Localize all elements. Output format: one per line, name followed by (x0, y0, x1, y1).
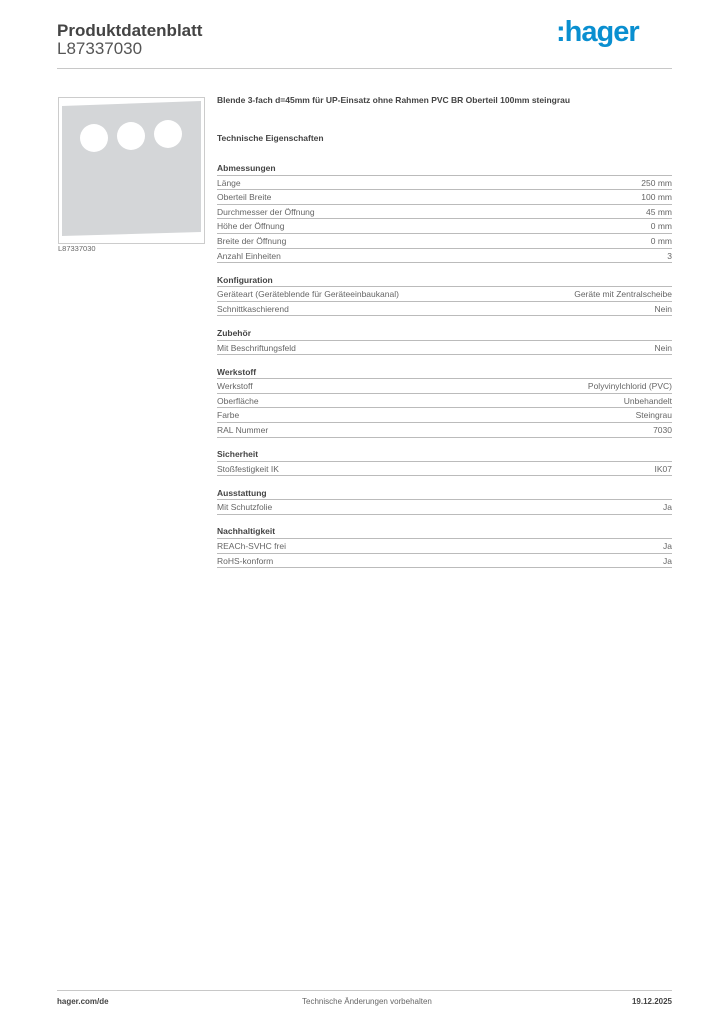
spec-row (217, 234, 672, 249)
spec-row (217, 423, 672, 438)
image-label: L87337030 (58, 244, 96, 253)
spec-section (217, 326, 672, 355)
spec-label: Durchmesser der Öffnung (217, 206, 315, 217)
product-image (58, 97, 205, 244)
spec-row (217, 287, 672, 302)
section-title: Sicherheit (217, 447, 672, 462)
page-title: Produktdatenblatt (57, 21, 203, 40)
spec-value: Unbehandelt (623, 395, 672, 406)
spec-label: Länge (217, 177, 241, 188)
spec-section (217, 486, 672, 515)
spec-value: 0 mm (650, 221, 672, 232)
spec-value: Nein (654, 342, 672, 353)
spec-value: Polyvinylchlorid (PVC) (587, 381, 672, 392)
spec-label: REACh-SVHC frei (217, 541, 286, 552)
spec-section (217, 365, 672, 438)
spec-label: Oberfläche (217, 395, 259, 406)
spec-label: Schnittkaschierend (217, 303, 289, 314)
footer-note: Technische Änderungen vorbehalten (302, 997, 432, 1006)
spec-row (217, 462, 672, 477)
spec-value: Ja (663, 555, 672, 566)
spec-row (217, 341, 672, 356)
spec-row (217, 394, 672, 409)
hager-logo: :hager (556, 16, 639, 48)
product-code: L87337030 (57, 39, 143, 58)
spec-label: Werkstoff (217, 381, 253, 392)
spec-value: Ja (663, 541, 672, 552)
spec-label: Breite der Öffnung (217, 235, 287, 246)
spec-value: 3 (667, 250, 672, 261)
spec-row (217, 219, 672, 234)
spec-value: IK07 (654, 463, 672, 474)
spec-label: Farbe (217, 410, 240, 421)
spec-row (217, 539, 672, 554)
spec-label: Oberteil Breite (217, 192, 272, 203)
spec-value: 45 mm (646, 206, 672, 217)
spec-row (217, 554, 672, 569)
spec-row (217, 379, 672, 394)
footer-date: 19.12.2025 (631, 997, 672, 1006)
section-title: Konfiguration (217, 273, 672, 288)
header-divider (57, 68, 672, 69)
section-title: Werkstoff (217, 365, 672, 380)
spec-section (217, 447, 672, 476)
tech-heading: Technische Eigenschaften (217, 133, 324, 143)
spec-value: 250 mm (641, 177, 672, 188)
section-title: Nachhaltigkeit (217, 524, 672, 539)
spec-value: 0 mm (650, 235, 672, 246)
spec-label: Mit Schutzfolie (217, 502, 273, 513)
spec-value: Ja (663, 502, 672, 513)
spec-section (217, 524, 672, 568)
spec-row (217, 500, 672, 515)
spec-row (217, 190, 672, 205)
spec-value: Geräte mit Zentralscheibe (574, 289, 672, 300)
section-title: Ausstattung (217, 486, 672, 501)
section-title: Zubehör (217, 326, 672, 341)
footer-divider (57, 990, 672, 991)
spec-value: Nein (654, 303, 672, 314)
spec-row (217, 408, 672, 423)
spec-label: Stoßfestigkeit IK (217, 463, 279, 474)
spec-label: Anzahl Einheiten (217, 250, 281, 261)
spec-label: Geräteart (Geräteblende für Geräteeinbaukanal) (217, 289, 399, 300)
spec-row (217, 205, 672, 220)
footer-website[interactable]: hager.com/de (57, 997, 109, 1006)
product-name: Blende 3-fach d=45mm für UP-Einsatz ohne Rahmen PVC BR Oberteil 100mm steingrau (217, 95, 571, 105)
spec-value: 100 mm (641, 192, 672, 203)
spec-label: Höhe der Öffnung (217, 221, 285, 232)
spec-row (217, 176, 672, 191)
spec-value: Steingrau (635, 410, 672, 421)
spec-value: 7030 (653, 425, 672, 435)
spec-row (217, 302, 672, 317)
section-title: Abmessungen (217, 161, 672, 176)
spec-section (217, 161, 672, 263)
spec-section (217, 273, 672, 317)
spec-row (217, 249, 672, 264)
spec-panel (217, 95, 672, 578)
spec-label: RAL Nummer (217, 425, 269, 435)
spec-label: RoHS-konform (217, 555, 274, 566)
spec-label: Mit Beschriftungsfeld (217, 342, 296, 353)
